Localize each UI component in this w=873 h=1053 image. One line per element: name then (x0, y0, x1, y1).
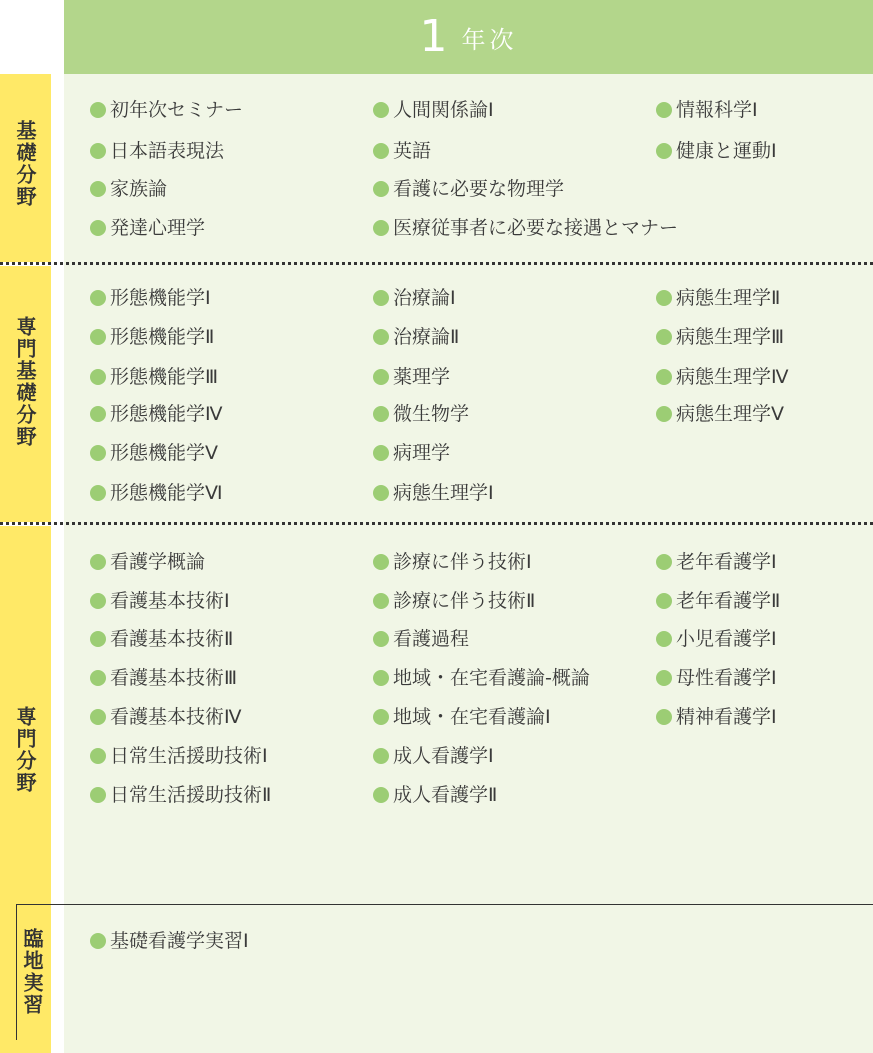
course-item: 健康と運動Ⅰ (656, 139, 777, 163)
bullet-icon (90, 748, 106, 764)
course-item: 精神看護学Ⅰ (656, 705, 777, 729)
section-label-senmon-kiso: 専門基礎分野 (0, 266, 51, 522)
course-item: 老年看護学Ⅱ (656, 589, 780, 613)
bullet-icon (90, 181, 106, 197)
course-item: 地域・在宅看護論-概論 (373, 666, 590, 690)
course-item: 看護基本技術Ⅱ (90, 627, 233, 651)
bullet-icon (373, 748, 389, 764)
bullet-icon (373, 220, 389, 236)
course-item: 病態生理学Ⅱ (656, 286, 780, 310)
course-item: 初年次セミナー (90, 98, 243, 122)
bullet-icon (90, 369, 106, 385)
course-item: 診療に伴う技術Ⅱ (373, 589, 535, 613)
course-item: 成人看護学Ⅱ (373, 783, 497, 807)
bullet-icon (373, 485, 389, 501)
section-label-senmon: 専門分野 (0, 526, 51, 904)
bullet-icon (373, 102, 389, 118)
bullet-icon (90, 933, 106, 949)
course-item: 病態生理学Ⅰ (373, 481, 494, 505)
bullet-icon (373, 445, 389, 461)
bullet-icon (373, 406, 389, 422)
course-item: 医療従事者に必要な接遇とマナー (373, 216, 678, 240)
bullet-icon (373, 143, 389, 159)
bullet-icon (90, 445, 106, 461)
course-item: 人間関係論Ⅰ (373, 98, 494, 122)
course-item: 形態機能学Ⅰ (90, 286, 211, 310)
course-item: 看護基本技術Ⅰ (90, 589, 230, 613)
course-item: 看護過程 (373, 627, 469, 651)
section-divider (0, 522, 873, 525)
course-item: 家族論 (90, 177, 167, 201)
bullet-icon (373, 631, 389, 647)
course-item: 病態生理学Ⅲ (656, 325, 784, 349)
course-item: 形態機能学Ⅴ (90, 441, 218, 465)
bullet-icon (90, 709, 106, 725)
bullet-icon (656, 406, 672, 422)
course-item: 形態機能学Ⅱ (90, 325, 214, 349)
bullet-icon (373, 181, 389, 197)
bullet-icon (90, 787, 106, 803)
bullet-icon (90, 143, 106, 159)
course-item: 病理学 (373, 441, 450, 465)
course-item: 看護基本技術Ⅲ (90, 666, 237, 690)
bullet-icon (90, 220, 106, 236)
bullet-icon (373, 787, 389, 803)
bullet-icon (90, 102, 106, 118)
bullet-icon (373, 554, 389, 570)
course-item: 日本語表現法 (90, 139, 224, 163)
bullet-icon (656, 143, 672, 159)
bullet-icon (90, 406, 106, 422)
course-item: 老年看護学Ⅰ (656, 550, 777, 574)
bullet-icon (90, 554, 106, 570)
bullet-icon (373, 290, 389, 306)
course-item: 病態生理学Ⅴ (656, 402, 784, 426)
bullet-icon (656, 593, 672, 609)
course-item: 情報科学Ⅰ (656, 98, 758, 122)
bullet-icon (373, 670, 389, 686)
course-item: 日常生活援助技術Ⅱ (90, 783, 271, 807)
course-item: 看護学概論 (90, 550, 205, 574)
course-item: 治療論Ⅱ (373, 325, 459, 349)
course-item: 薬理学 (373, 365, 450, 389)
bullet-icon (90, 329, 106, 345)
course-item: 英語 (373, 139, 431, 163)
section-divider-vertical (16, 904, 17, 1040)
bullet-icon (90, 631, 106, 647)
course-item: 小児看護学Ⅰ (656, 627, 777, 651)
course-item: 治療論Ⅰ (373, 286, 456, 310)
bullet-icon (373, 329, 389, 345)
course-item: 看護基本技術Ⅳ (90, 705, 242, 729)
course-item: 母性看護学Ⅰ (656, 666, 777, 690)
section-label-rinchi: 臨地実習 (0, 904, 51, 1053)
section-label-kiso: 基礎分野 (0, 74, 51, 262)
year-header (64, 0, 873, 74)
bullet-icon (656, 102, 672, 118)
course-item: 微生物学 (373, 402, 469, 426)
course-item: 地域・在宅看護論Ⅰ (373, 705, 551, 729)
course-item: 発達心理学 (90, 216, 205, 240)
bullet-icon (656, 631, 672, 647)
course-item: 病態生理学Ⅳ (656, 365, 789, 389)
bullet-icon (656, 369, 672, 385)
bullet-icon (373, 369, 389, 385)
year-label: 年次 (461, 25, 518, 54)
bullet-icon (656, 670, 672, 686)
bullet-icon (373, 593, 389, 609)
bullet-icon (656, 290, 672, 306)
course-item: 形態機能学Ⅲ (90, 365, 218, 389)
bullet-icon (373, 709, 389, 725)
course-item: 基礎看護学実習Ⅰ (90, 929, 249, 953)
section-divider-solid (16, 904, 873, 905)
course-item: 形態機能学Ⅳ (90, 402, 223, 426)
bullet-icon (656, 709, 672, 725)
year-number: 1 (419, 11, 448, 62)
bullet-icon (90, 485, 106, 501)
course-item: 成人看護学Ⅰ (373, 744, 494, 768)
bullet-icon (90, 290, 106, 306)
course-item: 形態機能学Ⅵ (90, 481, 223, 505)
bullet-icon (90, 670, 106, 686)
course-item: 診療に伴う技術Ⅰ (373, 550, 532, 574)
bullet-icon (656, 554, 672, 570)
course-item: 日常生活援助技術Ⅰ (90, 744, 268, 768)
section-divider (0, 262, 873, 265)
bullet-icon (90, 593, 106, 609)
bullet-icon (656, 329, 672, 345)
course-item: 看護に必要な物理学 (373, 177, 564, 201)
